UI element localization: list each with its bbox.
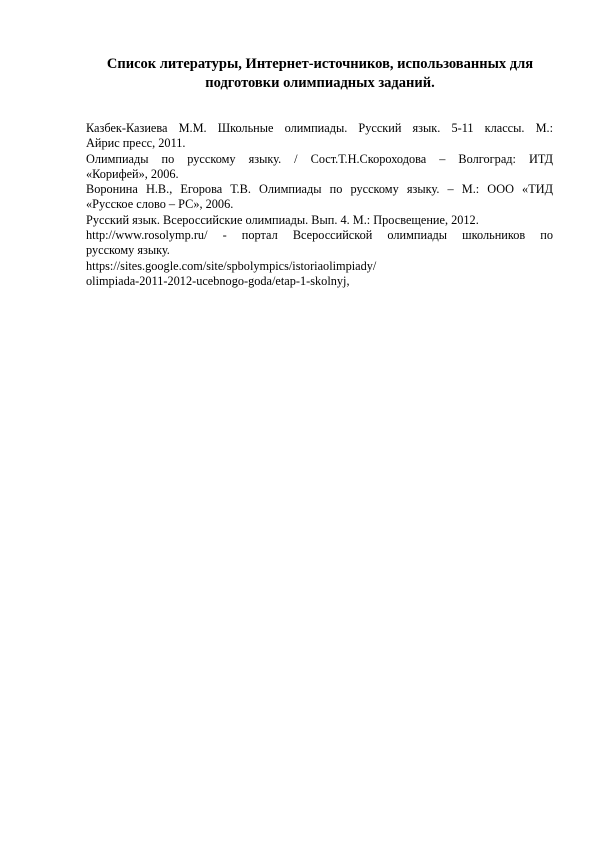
reference-line: Воронина Н.В., Егорова Т.В. Олимпиады по русскому языку. – М.: ООО «ТИД xyxy=(86,182,553,197)
reference-line: русскому языку. xyxy=(86,243,170,258)
reference-line: Казбек-Казиева М.М. Школьные олимпиады. Русский язык. 5-11 классы. М.: xyxy=(86,121,553,135)
title-line-1: Список литературы, Интернет-источников, использованных для xyxy=(106,56,534,72)
reference-line: Айрис пресс, 2011. xyxy=(86,136,186,151)
title-line-2: подготовки олимпиадных заданий. xyxy=(205,75,435,91)
reference-item xyxy=(86,182,553,213)
reference-list xyxy=(86,121,553,289)
reference-item xyxy=(86,228,553,259)
reference-line: olimpiada-2011-2012-ucebnogo-goda/etap-1-skolnyj, xyxy=(86,273,350,288)
reference-line: https://sites.google.com/site/spbolympics/istoriaolimpiady/ xyxy=(86,258,377,273)
reference-line: «Корифей», 2006. xyxy=(86,166,179,181)
page-title xyxy=(80,55,560,93)
reference-item xyxy=(86,259,553,290)
reference-item xyxy=(86,121,553,152)
reference-line: http://www.rosolymp.ru/ - портал Всероссийской олимпиады школьников по xyxy=(86,228,553,243)
reference-line: Олимпиады по русскому языку. / Сост.Т.Н.Скороходова – Волгоград: ИТД xyxy=(86,151,553,166)
reference-line: Русский язык. Всероссийские олимпиады. Вып. 4. М.: Просвещение, 2012. xyxy=(86,212,479,227)
reference-line: «Русское слово – РС», 2006. xyxy=(86,197,234,212)
reference-item xyxy=(86,213,553,228)
reference-item xyxy=(86,152,553,183)
